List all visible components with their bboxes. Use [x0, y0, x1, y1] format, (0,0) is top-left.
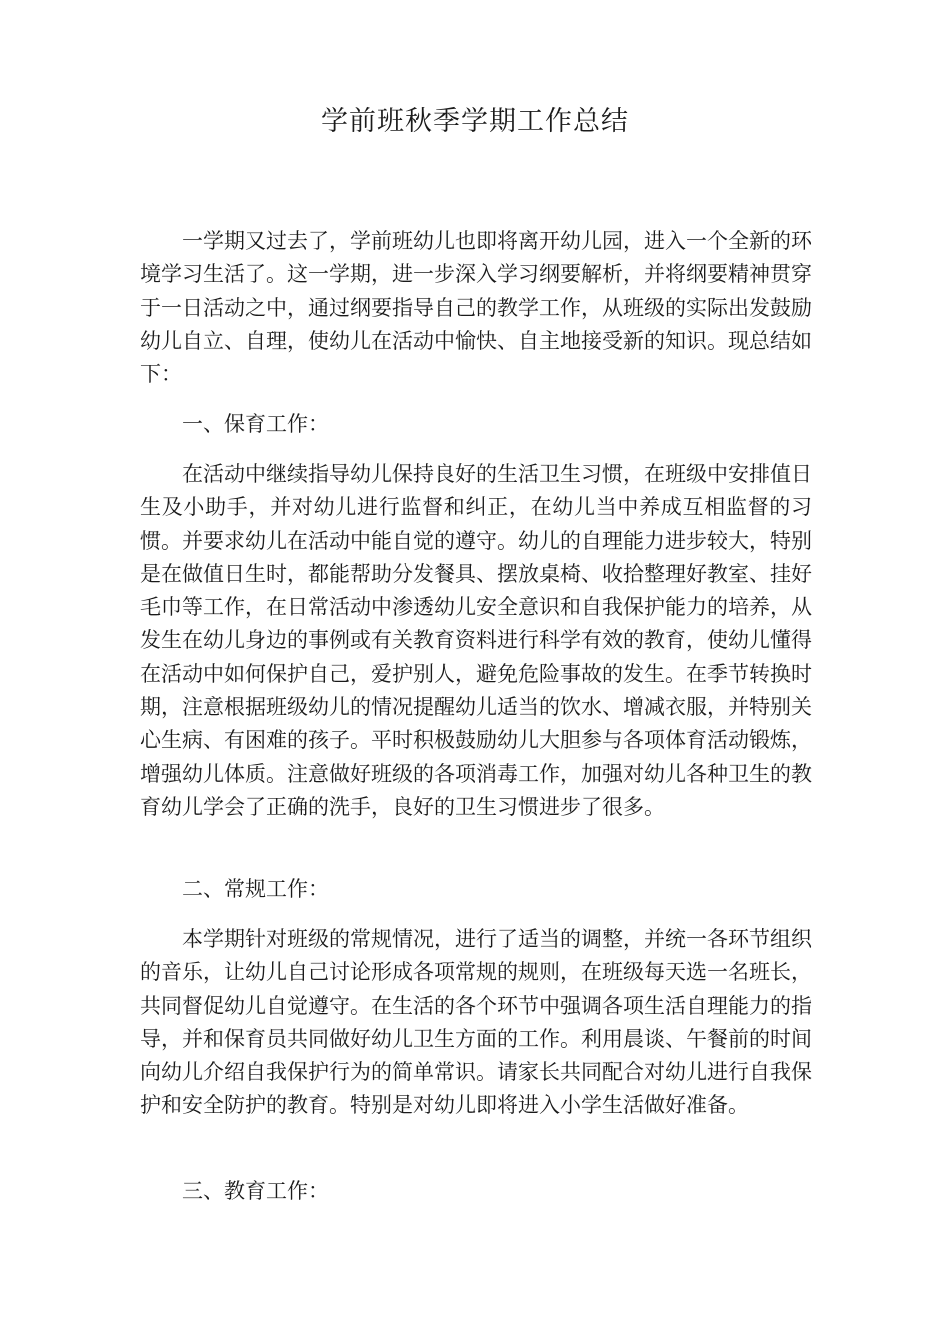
section-heading-routine: 二、常规工作：: [182, 877, 329, 901]
intro-paragraph: 一学期又过去了，学前班幼儿也即将离开幼儿园，进入一个全新的环境学习生活了。这一学期，进一步深入学习纲要解析，并将纲要精神贯穿于一日活动之中，通过纲要指导自己的教学工作，从班级的实际出发鼓励幼儿自立、自理，使幼儿在活动中愉快、自主地接受新的知识。现总结如下：: [140, 229, 812, 387]
section-heading-care: 一、保育工作：: [182, 412, 329, 436]
section-body-care: 在活动中继续指导幼儿保持良好的生活卫生习惯，在班级中安排值日生及小助手，并对幼儿进行监督和纠正，在幼儿当中养成互相监督的习惯。并要求幼儿在活动中能自觉的遵守。幼儿的自理能力进步较大，特别是在做值日生时，都能帮助分发餐具、摆放桌椅、收拾整理好教室、挂好毛巾等工作，在日常活动中渗透幼儿安全意识和自我保护能力的培养，从发生在幼儿身边的事例或有关教育资料进行科学有效的教育，使幼儿懂得在活动中如何保护自己，爱护别人，避免危险事故的发生。在季节转换时期，注意根据班级幼儿的情况提醒幼儿适当的饮水、增减衣服，并特别关心生病、有困难的孩子。平时积极鼓励幼儿大胆参与各项体育活动锻炼，增强幼儿体质。注意做好班级的各项消毒工作，加强对幼儿各种卫生的教育幼儿学会了正确的洗手，良好的卫生习惯进步了很多。: [140, 462, 812, 819]
section-body-routine: 本学期针对班级的常规情况，进行了适当的调整，并统一各环节组织的音乐，让幼儿自己讨论形成各项常规的规则，在班级每天选一名班长，共同督促幼儿自觉遵守。在生活的各个环节中强调各项生活自理能力的指导，并和保育员共同做好幼儿卫生方面的工作。利用晨谈、午餐前的时间向幼儿介绍自我保护行为的简单常识。请家长共同配合对幼儿进行自我保护和安全防护的教育。特别是对幼儿即将进入小学生活做好准备。: [140, 927, 812, 1118]
document-title: 学前班秋季学期工作总结: [321, 106, 629, 137]
section-heading-education: 三、教育工作：: [182, 1179, 329, 1203]
